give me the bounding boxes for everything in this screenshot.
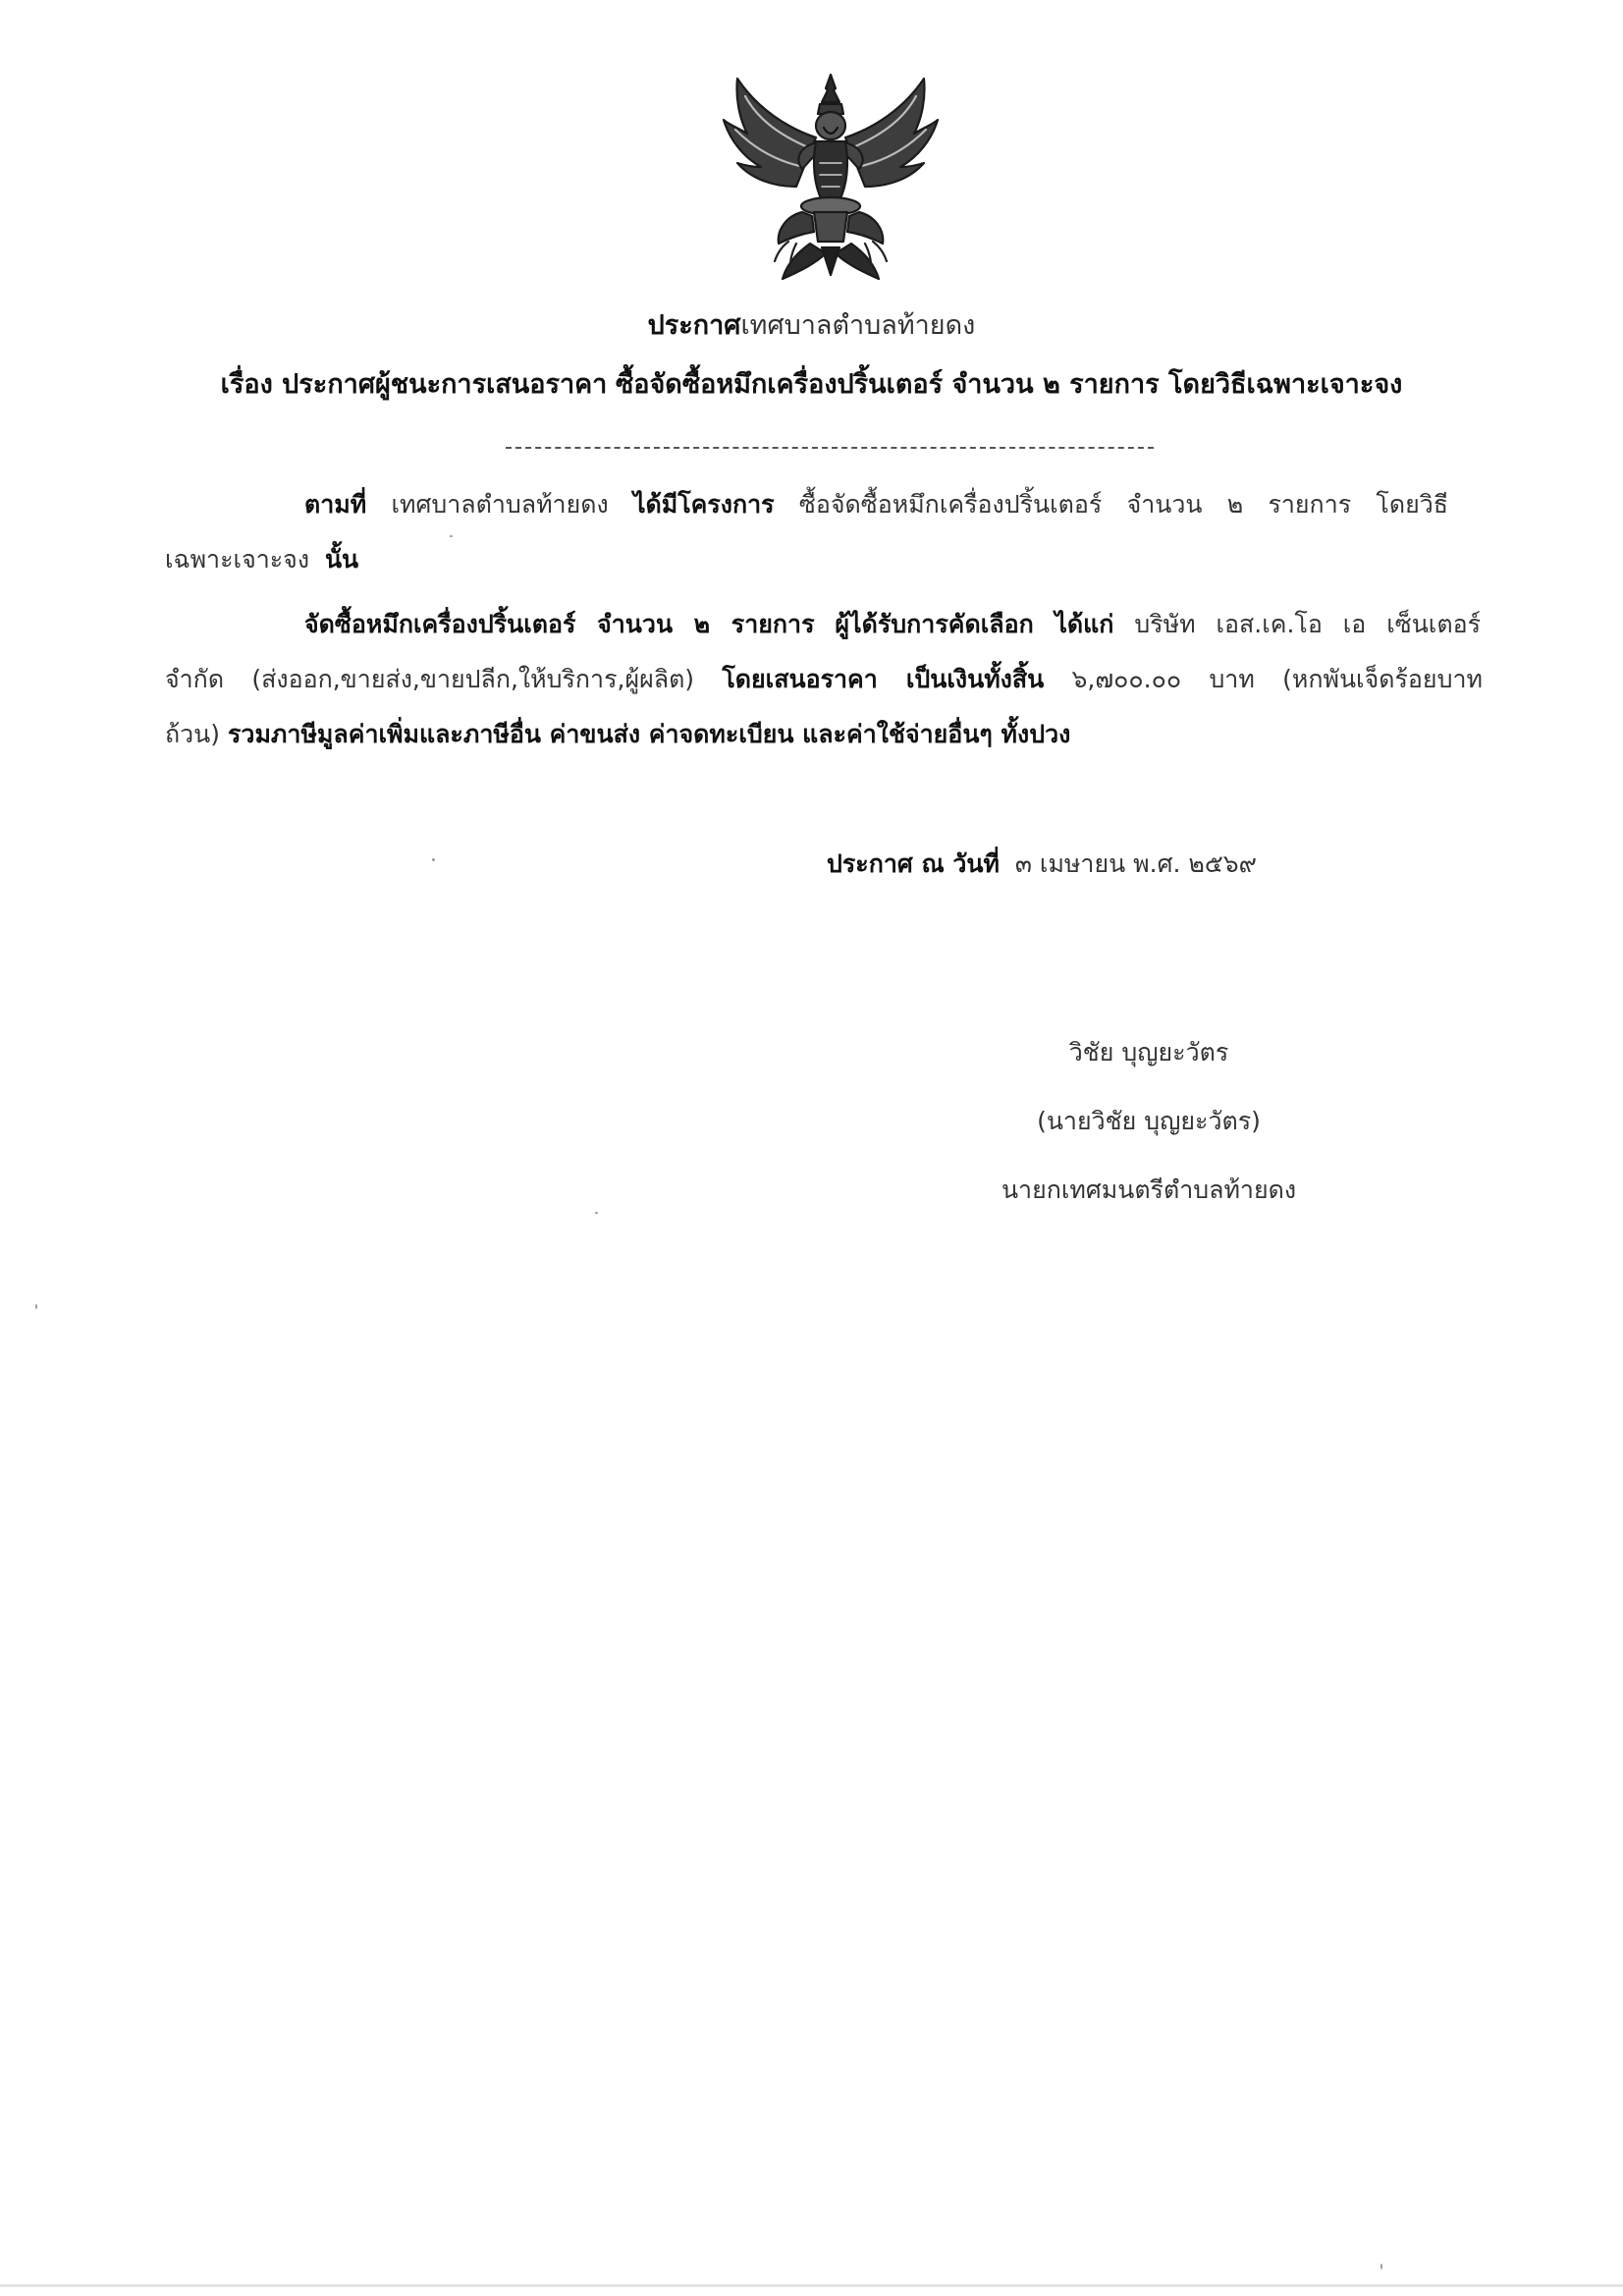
header-divider	[506, 447, 1154, 449]
scan-bottom-edge	[0, 2284, 1623, 2287]
signature-name: วิชัย บุญยะวัตร	[1068, 1038, 1229, 1066]
paragraph-2-line-2	[165, 662, 1483, 697]
text-specific-method: เฉพาะเจาะจง	[165, 545, 310, 574]
subject-label: เรื่อง ประกาศผู้ชนะการเสนอราคา	[220, 369, 608, 400]
text-inclusions: รวมภาษีมูลค่าเพิ่มและภาษีอื่น ค่าขนส่ง ค่าจดทะเบียน และค่าใช้จ่ายอื่นๆ ทั้งปวง	[227, 720, 1071, 748]
text-vendor-type: จำกัด (ส่งออก,ขายส่ง,ขายปลีก,ให้บริการ,ผู้ผลิต)	[165, 665, 695, 693]
announcement-subject	[0, 365, 1623, 405]
paragraph-1-line-1	[304, 487, 1448, 522]
scan-speck	[450, 535, 453, 537]
text-project-name: ซื้อจัดซื้อหมึกเครื่องปริ้นเตอร์ จำนวน ๒ รายการ โดยวิธี	[798, 490, 1449, 519]
text-purchase-item: จัดซื้อหมึกเครื่องปริ้นเตอร์ จำนวน ๒ รายการ	[304, 610, 815, 638]
announcement-date	[827, 847, 1257, 882]
scan-speck	[432, 858, 435, 861]
text-municipality: เทศบาลตำบลท้ายดง	[391, 490, 609, 519]
paragraph-2-line-1	[304, 607, 1481, 642]
announcement-title	[0, 306, 1623, 346]
scan-speck	[595, 1212, 598, 1214]
text-offered-price-label: โดยเสนอราคา เป็นเงินทั้งสิ้น	[722, 665, 1045, 693]
text-even: ถ้วน)	[165, 720, 221, 748]
scan-speck	[35, 1304, 37, 1309]
subject-detail: ซื้อจัดซื้อหมึกเครื่องปริ้นเตอร์ จำนวน ๒ รายการ โดยวิธีเฉพาะเจาะจง	[615, 369, 1403, 400]
date-label: ประกาศ ณ วันที่	[827, 849, 1000, 878]
paragraph-1-line-2	[165, 542, 358, 577]
text-that: นั้น	[324, 545, 359, 574]
scan-speck	[1380, 2264, 1382, 2269]
signature-printed-name: (นายวิชัย บุญยะวัตร)	[1037, 1107, 1261, 1135]
text-vendor-name: บริษัท เอส.เค.โอ เอ เซ็นเตอร์	[1134, 610, 1482, 638]
text-has-project: ได้มีโครงการ	[632, 490, 775, 519]
title-prefix: ประกาศ	[647, 310, 741, 341]
garuda-emblem-icon	[718, 69, 944, 285]
text-selected-vendor-label: ผู้ได้รับการคัดเลือก ได้แก่	[835, 610, 1114, 638]
title-organization: เทศบาลตำบลท้ายดง	[740, 310, 976, 341]
paragraph-2-line-3	[165, 717, 1070, 752]
text-price-amount: ๖,๗๐๐.๐๐ บาท (หกพันเจ็ดร้อยบาท	[1071, 665, 1483, 693]
signature-position: นายกเทศมนตรีตำบลท้ายดง	[1001, 1175, 1297, 1204]
date-value: ๓ เมษายน พ.ศ. ๒๕๖๙	[1014, 849, 1257, 878]
text-according-to: ตามที่	[304, 490, 367, 519]
